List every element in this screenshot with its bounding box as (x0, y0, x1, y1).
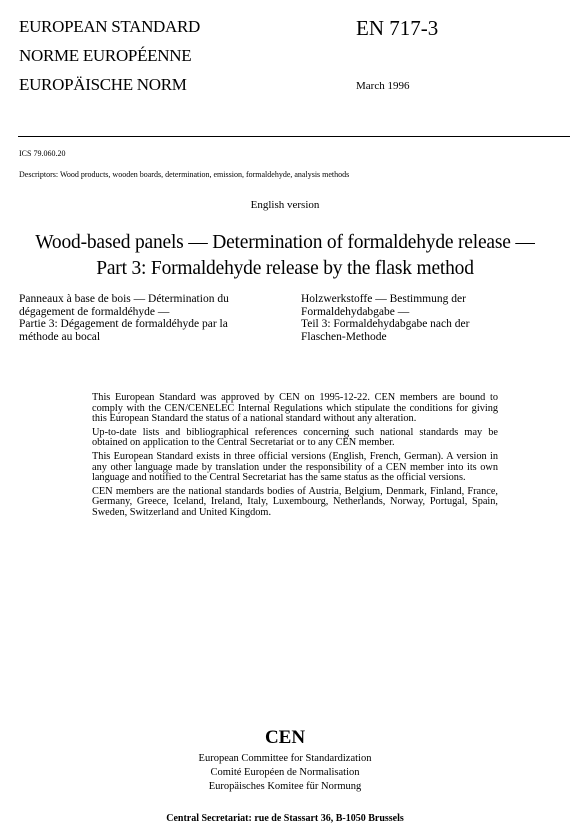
title-line-2: Part 3: Formaldehyde release by the flask method (96, 258, 474, 279)
cen-logo: CEN (264, 727, 306, 748)
german-title-line-2: Formaldehydabgabe — (301, 305, 410, 318)
committee-name-en: European Committee for Standardization (198, 753, 372, 764)
french-title (19, 293, 279, 343)
paragraph-approval: This European Standard was approved by CEN on 1995-12-22. CEN members are bound to comply with the CEN/CENELEC Internal Regulations which stipulate the conditions for giving this European Standard the status of a national standard without any alteration. (92, 392, 498, 425)
german-title-line-4: Flaschen-Methode (301, 330, 387, 343)
secretariat-address: Central Secretariat: rue de Stassart 36, B-1050 Brussels (166, 813, 404, 824)
french-title-line-2: dégagement de formaldéhyde — (19, 305, 170, 318)
paragraph-members: CEN members are the national standards bodies of Austria, Belgium, Denmark, Finland, France, Germany, Greece, Iceland, Ireland, Italy, Luxembourg, Netherlands, Norway, Portugal, Spain, Sweden, Switzerland and United Kingdom. (92, 485, 498, 518)
header-line-en: EUROPEAN STANDARD (19, 17, 201, 36)
german-title-line-1: Holzwerkstoffe — Bestimmung der (301, 293, 466, 305)
german-title (301, 293, 561, 343)
french-title-line-1: Panneaux à base de bois — Détermination du (19, 293, 229, 305)
document-title (0, 230, 570, 282)
title-line-1: Wood-based panels — Determination of formaldehyde release — (35, 232, 535, 253)
committee-name-fr: Comité Européen de Normalisation (210, 767, 360, 778)
ics-code: ICS 79.060.20 (19, 149, 66, 158)
committee-name-de: Europäisches Komitee für Normung (208, 781, 362, 792)
approval-text (92, 393, 498, 522)
standard-number: EN 717-3 (356, 16, 439, 40)
french-title-line-4: méthode au bocal (19, 330, 101, 343)
paragraph-references: Up-to-date lists and bibliographical references concerning such national standards may be obtained on application to the Central Secretariat or to any CEN member. (92, 426, 498, 449)
paragraph-versions: This European Standard exists in three official versions (English, French, German). A version in any other language made by translation under the responsibility of a CEN member into its own language and notified to the Central Secretariat has the same status as the official versions. (92, 450, 498, 484)
header-line-de: EUROPÄISCHE NORM (19, 75, 187, 94)
version-label: English version (250, 199, 320, 211)
descriptors: Descriptors: Wood products, wooden boards, determination, emission, formaldehyde, analysis methods (19, 170, 350, 179)
header-divider (18, 136, 570, 137)
french-title-line-3: Partie 3: Dégagement de formaldéhyde par la (19, 318, 228, 330)
header-line-fr: NORME EUROPÉENNE (19, 46, 192, 65)
standard-date: March 1996 (356, 80, 410, 92)
german-title-line-3: Teil 3: Formaldehydabgabe nach der (301, 318, 470, 330)
